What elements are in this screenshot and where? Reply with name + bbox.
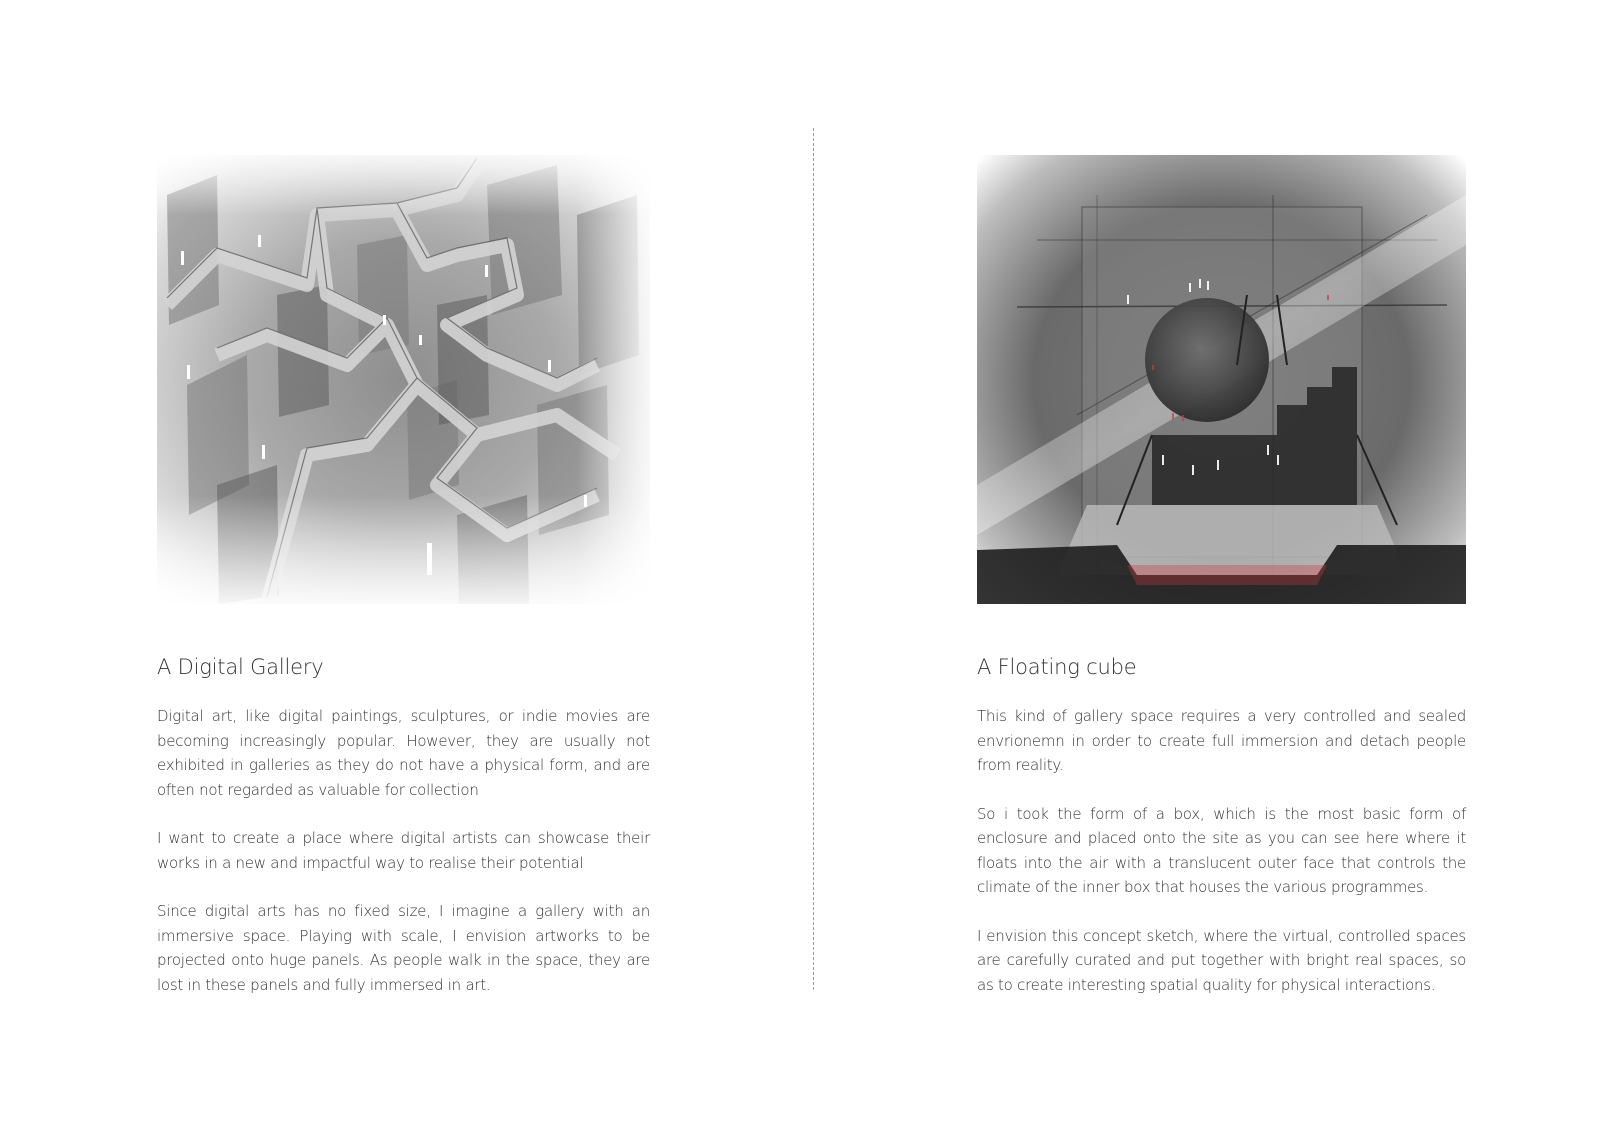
right-paragraph-2: So i took the form of a box, which is the most basic form of enclosure and placed onto the site as you can see here where it floats into the air with a translucent outer face that controls the climate of the inner box that houses the various programmes. [977,804,1466,896]
digital-gallery-sketch-image [157,155,650,604]
right-paragraph-1: This kind of gallery space requires a very controlled and sealed envrionemn in order to create full immersion and detach people from reality. [977,707,1466,774]
right-page-title: A Floating cube [977,655,1137,679]
left-paragraph-2: I want to create a place where digital artists can showcase their works in a new and impactful way to realise their potential [157,829,650,872]
right-page-body [977,704,1466,1021]
left-page-title: A Digital Gallery [157,655,324,679]
left-paragraph-1: Digital art, like digital paintings, sculptures, or indie movies are becoming increasingly popular. However, they are usually not exhibited in galleries as they do not have a physical form, and are often not regarded as valuable for collection [157,707,650,799]
right-paragraph-3: I envision this concept sketch, where the virtual, controlled spaces are carefully curated and put together with bright real spaces, so as to create interesting spatial quality for physical interactions. [977,926,1466,994]
left-page-body [157,704,650,1021]
left-paragraph-3: Since digital arts has no fixed size, I imagine a gallery with an immersive space. Playing with scale, I envision artworks to be projected onto huge panels. As people walk in the space, they are lost in these panels and fully immersed in art. [157,902,650,994]
floating-cube-sketch-image [977,155,1466,604]
center-divider [813,128,814,990]
